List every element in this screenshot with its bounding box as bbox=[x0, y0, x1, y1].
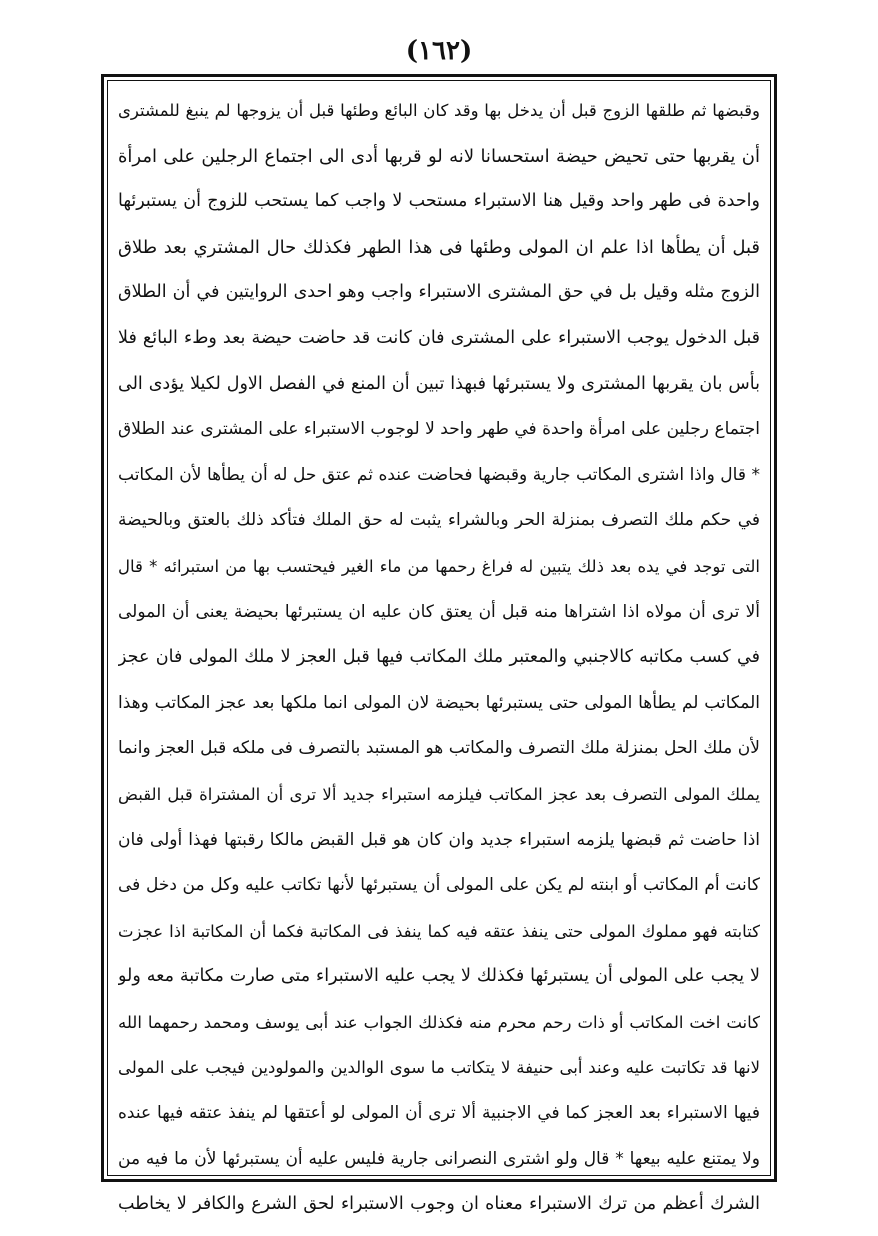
text-line: الشرك أعظم من ترك الاستبراء معناه ان وجوب الاستبراء لحق الشرع والكافر لا يخاطب bbox=[118, 1194, 760, 1215]
text-line: أن يقربها حتى تحيض حيضة استحسانا لانه لو قربها أدى الى اجتماع الرجلين على امرأة bbox=[118, 145, 760, 167]
text-line: كانت أم المكاتب أو ابنته لم يكن على المولى أن يستبرئها لأنها تكاتب عليه وكل من دخل فى bbox=[118, 875, 760, 896]
text-line: لا يجب على المولى أن يستبرئها فكذلك لا يجب عليه الاستبراء متى صارت مكاتبة معه ولو bbox=[118, 966, 760, 987]
text-line: يملك المولى التصرف بعد عجز المكاتب فيلزمه استبراء جديد ألا ترى أن المشتراة قبل القبض bbox=[118, 784, 760, 804]
text-line: ألا ترى أن مولاه اذا اشتراها منه قبل أن يعتق كان عليه ان يستبرئها بحيضة يعنى أن المولى bbox=[118, 601, 760, 622]
text-line: كانت اخت المكاتب أو ذات رحم محرم منه فكذلك الجواب عند أبى يوسف ومحمد رحمهما الله bbox=[118, 1012, 760, 1032]
text-line: في كسب مكاتبه كالاجنبي والمعتبر ملك المكاتب فيها قبل العجز لا ملك المولى فان عجز bbox=[118, 647, 760, 668]
text-line: كتابته فهو مملوك المولى حتى ينفذ عتقه فيه كما ينفذ فى المكاتبة فكما أن المكاتبة اذا عجزت bbox=[118, 921, 760, 941]
text-line: بأس بان يقربها المشترى ولا يستبرئها فبهذا تبين أن المنع في الفصل الاول لكيلا يؤدى الى bbox=[118, 373, 760, 394]
text-line: لأن ملك الحل بمنزلة ملك التصرف والمكاتب هو المستبد بالتصرف فى ملكه قبل العجز وانما bbox=[118, 738, 760, 759]
text-line: وقبضها ثم طلقها الزوج قبل أن يدخل بها وقد كان البائع وطئها قبل أن يزوجها لم ينبغ للمشترى bbox=[118, 101, 760, 120]
text-line: فيها الاستبراء بعد العجز كما في الاجنبية ألا ترى أن المولى لو أعتقها لم ينفذ عتقه فيها عنده bbox=[118, 1103, 760, 1124]
page-number: (١٦٢) bbox=[405, 36, 473, 66]
text-line: قبل الدخول يوجب الاستبراء على المشترى فان كانت قد حاضت حيضة بعد وطء البائع فلا bbox=[118, 327, 760, 348]
text-line: في حكم ملك التصرف بمنزلة الحر وبالشراء يثبت له حق الملك فتأكد ذلك بالعتق وبالحيضة bbox=[118, 510, 760, 531]
text-line: ولا يمتنع عليه بيعها * قال ولو اشترى النصرانى جارية فليس عليه أن يستبرئها لأن ما فيه من bbox=[118, 1148, 760, 1169]
text-line: الزوج مثله وقيل بل في حق المشترى الاستبراء واجب وهو احدى الروايتين في أن الطلاق bbox=[118, 282, 760, 303]
text-line: * قال واذا اشترى المكاتب جارية وقبضها فحاضت عنده ثم عتق حل له أن يطأها لأن المكاتب bbox=[118, 464, 760, 485]
text-line: اذا حاضت ثم قبضها يلزمه استبراء جديد وان كان هو قبل القبض مالكا رقبتها فهذا أولى فان bbox=[118, 829, 760, 850]
text-line: قبل أن يطأها اذا علم ان المولى وطئها فى هذا الطهر فكذلك حال المشتري بعد طلاق bbox=[118, 236, 760, 258]
text-line: واحدة فى طهر واحد وقيل هنا الاستبراء مستحب لا واجب كما يستحب للزوج أن يستبرئها bbox=[118, 191, 760, 212]
body-text bbox=[118, 88, 760, 1228]
text-line: اجتماع رجلين على امرأة واحدة في طهر واحد لا لوجوب الاستبراء على المشترى عند الطلاق bbox=[118, 419, 760, 440]
text-line: المكاتب لم يطأها المولى حتى يستبرئها بحيضة لان المولى انما ملكها بعد عجز المكاتب وهذا bbox=[118, 692, 760, 713]
text-line: لانها قد تكاتبت عليه وعند أبى حنيفة لا يتكاتب ما سوى الوالدين والمولودين فيجب على المولى bbox=[118, 1058, 760, 1078]
text-line: التى توجد في يده بعد ذلك يتبين له فراغ رحمها من ماء الغير فيحتسب بها من استبرائه * قال bbox=[118, 556, 760, 576]
